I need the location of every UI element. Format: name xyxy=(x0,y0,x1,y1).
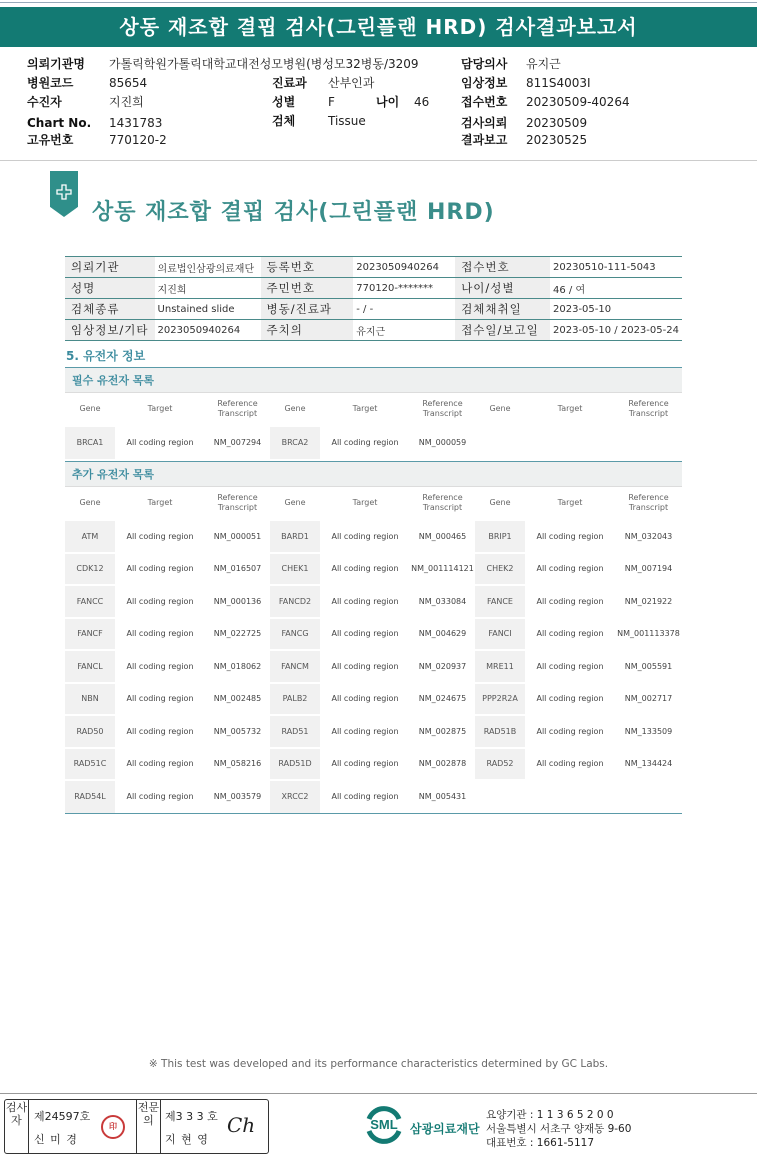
hospital-code-label: 병원코드 xyxy=(27,76,74,90)
col-header-target: Target xyxy=(115,487,205,520)
gene-target: All coding region xyxy=(525,748,615,781)
col-header-reference-transcript xyxy=(205,487,270,520)
unique-no-label: 고유번호 xyxy=(27,133,74,147)
info-value: 20230510-111-5043 xyxy=(550,257,682,278)
gene-target: All coding region xyxy=(525,585,615,618)
signature-box xyxy=(4,1099,269,1154)
gene-target: All coding region xyxy=(115,553,205,586)
info-row xyxy=(65,278,682,299)
col-header-gene: Gene xyxy=(65,393,115,426)
gene-name: BRCA2 xyxy=(270,426,320,459)
col-header-ref-line1: Reference xyxy=(422,399,463,408)
gene-transcript: NM_003579 xyxy=(205,780,270,813)
gene-target: All coding region xyxy=(525,520,615,553)
additional-genes-header: 추가 유전자 목록 xyxy=(65,461,682,487)
hospital-code-value: 85654 xyxy=(109,76,148,90)
info-label: 병동/진료과 xyxy=(261,299,354,320)
gene-row xyxy=(65,553,682,586)
gene-name: FANCF xyxy=(65,618,115,651)
column-header-row xyxy=(65,393,682,426)
gene-transcript: NM_005732 xyxy=(205,715,270,748)
info-label: 검체종류 xyxy=(65,299,155,320)
gene-transcript: NM_007294 xyxy=(205,426,270,459)
info-label: 의뢰기관 xyxy=(65,257,155,278)
gene-row xyxy=(65,748,682,781)
lab-name: 삼광의료재단 xyxy=(410,1122,480,1136)
col-header-ref-line1: Reference xyxy=(422,493,463,502)
age-label: 나이 xyxy=(376,95,400,109)
specimen-value: Tissue xyxy=(328,114,366,128)
gene-transcript: NM_018062 xyxy=(205,650,270,683)
gene-target: All coding region xyxy=(525,553,615,586)
gene-target: All coding region xyxy=(320,618,410,651)
gene-transcript: NM_000059 xyxy=(410,426,475,459)
gene-name: BRCA1 xyxy=(65,426,115,459)
gene-name: RAD54L xyxy=(65,780,115,813)
info-row xyxy=(65,299,682,320)
gene-target: All coding region xyxy=(525,715,615,748)
gene-transcript xyxy=(615,426,682,459)
gene-transcript: NM_001113378 xyxy=(615,618,682,651)
col-header-ref-line2: Transcript xyxy=(628,409,669,418)
lab-address: 서울특별시 서초구 양재동 9-60 xyxy=(486,1123,632,1135)
col-header-gene: Gene xyxy=(65,487,115,520)
gene-target: All coding region xyxy=(320,426,410,459)
col-header-reference-transcript xyxy=(615,487,682,520)
doctor-label: 담당의사 xyxy=(461,57,508,71)
gene-name: CHEK1 xyxy=(270,553,320,586)
footnote: ※ This test was developed and its performance characteristics determined by GC Labs. xyxy=(148,1058,609,1070)
info-value: Unstained slide xyxy=(155,299,261,320)
gene-transcript: NM_001114121 xyxy=(410,553,475,586)
gene-target: All coding region xyxy=(115,650,205,683)
required-genes-table xyxy=(65,393,682,459)
col-header-target: Target xyxy=(320,393,410,426)
gene-transcript: NM_000136 xyxy=(205,585,270,618)
gene-name: RAD51 xyxy=(270,715,320,748)
gene-transcript: NM_005591 xyxy=(615,650,682,683)
gene-transcript: NM_007194 xyxy=(615,553,682,586)
institution-value: 가톨릭학원가톨릭대학교대전성모병원(병성모32병동/3209 xyxy=(109,57,419,71)
examiner-license: 제24597호 xyxy=(34,1110,91,1123)
gene-name: FANCI xyxy=(475,618,525,651)
gene-target: All coding region xyxy=(320,650,410,683)
column-header-row xyxy=(65,487,682,520)
gene-name: NBN xyxy=(65,683,115,716)
col-header-reference-transcript xyxy=(615,393,682,426)
gene-transcript: NM_134424 xyxy=(615,748,682,781)
header-separator xyxy=(0,160,757,161)
report-title: 상동 재조합 결핍 검사(그린플랜 HRD) 검사결과보고서 xyxy=(0,7,757,47)
gene-transcript xyxy=(615,780,682,813)
col-header-ref-line2: Transcript xyxy=(422,409,463,418)
patient-info-table xyxy=(65,256,682,341)
gene-transcript: NM_002485 xyxy=(205,683,270,716)
additional-genes-table xyxy=(65,487,682,813)
gene-target: All coding region xyxy=(320,520,410,553)
gene-transcript: NM_058216 xyxy=(205,748,270,781)
gene-row xyxy=(65,585,682,618)
department-label: 진료과 xyxy=(272,76,307,90)
gene-target: All coding region xyxy=(525,650,615,683)
col-header-target: Target xyxy=(320,487,410,520)
info-label: 접수번호 xyxy=(455,257,550,278)
gene-transcript: NM_000465 xyxy=(410,520,475,553)
examiner-label: 검사자 xyxy=(5,1100,29,1153)
info-value: 2023050940264 xyxy=(155,320,261,341)
gene-name: RAD51B xyxy=(475,715,525,748)
doctor-value: 유지근 xyxy=(526,57,561,71)
patient-label: 수진자 xyxy=(27,95,62,109)
col-header-target: Target xyxy=(525,487,615,520)
gene-transcript: NM_133509 xyxy=(615,715,682,748)
section-title: 상동 재조합 결핍 검사(그린플랜 HRD) xyxy=(92,200,495,225)
sex-value: F xyxy=(328,95,335,109)
gene-target: All coding region xyxy=(320,748,410,781)
gene-transcript: NM_016507 xyxy=(205,553,270,586)
gene-row xyxy=(65,426,682,459)
receipt-no-label: 접수번호 xyxy=(461,95,508,109)
lab-care-code: 요양기관 : 1 1 3 6 5 2 0 0 xyxy=(486,1109,614,1121)
unique-no-value: 770120-2 xyxy=(109,133,167,147)
gene-transcript: NM_002875 xyxy=(410,715,475,748)
gene-row xyxy=(65,715,682,748)
info-value: 2023050940264 xyxy=(353,257,455,278)
col-header-ref-line1: Reference xyxy=(217,399,258,408)
gene-name: BARD1 xyxy=(270,520,320,553)
col-header-gene: Gene xyxy=(475,393,525,426)
gene-transcript: NM_005431 xyxy=(410,780,475,813)
gene-name: FANCD2 xyxy=(270,585,320,618)
info-label: 임상정보/기타 xyxy=(65,320,155,341)
institution-label: 의뢰기관명 xyxy=(27,57,85,71)
section-badge-icon xyxy=(50,171,78,217)
info-label: 주치의 xyxy=(261,320,354,341)
info-label: 검체채취일 xyxy=(455,299,550,320)
specialist-name: 지 현 영 xyxy=(165,1133,209,1146)
report-date-value: 20230525 xyxy=(526,133,588,147)
top-border xyxy=(0,2,757,3)
info-value: 지진희 xyxy=(155,278,261,299)
info-value: 2023-05-10 xyxy=(550,299,682,320)
gene-name: ATM xyxy=(65,520,115,553)
gene-name: FANCC xyxy=(65,585,115,618)
col-header-ref-line2: Transcript xyxy=(217,503,258,512)
col-header-target: Target xyxy=(115,393,205,426)
gene-transcript: NM_021922 xyxy=(615,585,682,618)
gene-name: BRIP1 xyxy=(475,520,525,553)
gene-target xyxy=(525,780,615,813)
gene-name xyxy=(475,780,525,813)
gene-transcript: NM_020937 xyxy=(410,650,475,683)
gene-name: PALB2 xyxy=(270,683,320,716)
required-genes-header: 필수 유전자 목록 xyxy=(65,367,682,393)
col-header-gene: Gene xyxy=(270,393,320,426)
col-header-ref-line1: Reference xyxy=(217,493,258,502)
gene-name: FANCM xyxy=(270,650,320,683)
gene-transcript: NM_022725 xyxy=(205,618,270,651)
lab-phone: 대표번호 : 1661-5117 xyxy=(486,1137,595,1149)
info-label: 접수일/보고일 xyxy=(455,320,550,341)
info-label: 등록번호 xyxy=(261,257,354,278)
gene-transcript: NM_002717 xyxy=(615,683,682,716)
info-value: 46 / 여 xyxy=(550,278,682,299)
info-value: 의료법인삼광의료재단 xyxy=(155,257,261,278)
gene-name: RAD51C xyxy=(65,748,115,781)
col-header-reference-transcript xyxy=(410,393,475,426)
specimen-label: 검체 xyxy=(272,114,296,128)
info-value: 770120-******* xyxy=(353,278,455,299)
gene-target: All coding region xyxy=(320,715,410,748)
report-date-label: 결과보고 xyxy=(461,133,508,147)
col-header-reference-transcript xyxy=(205,393,270,426)
col-header-gene: Gene xyxy=(270,487,320,520)
gene-name: RAD51D xyxy=(270,748,320,781)
info-value: - / - xyxy=(353,299,455,320)
gene-target xyxy=(525,426,615,459)
gene-transcript: NM_002878 xyxy=(410,748,475,781)
col-header-ref-line1: Reference xyxy=(628,493,669,502)
gene-name: CHEK2 xyxy=(475,553,525,586)
sml-logo-icon xyxy=(365,1105,403,1145)
request-date-label: 검사의뢰 xyxy=(461,116,508,130)
gene-info-title: 5. 유전자 정보 xyxy=(66,349,146,363)
gene-target: All coding region xyxy=(115,585,205,618)
gene-name: FANCG xyxy=(270,618,320,651)
specialist-signature: Ch xyxy=(227,1113,256,1137)
gene-row xyxy=(65,650,682,683)
specialist-license: 제3 3 3 호 xyxy=(165,1110,218,1123)
info-label: 나이/성별 xyxy=(455,278,550,299)
gene-target: All coding region xyxy=(115,520,205,553)
gene-row xyxy=(65,780,682,813)
patient-value: 지진희 xyxy=(109,95,144,109)
info-value: 유지근 xyxy=(353,320,455,341)
gene-transcript: NM_032043 xyxy=(615,520,682,553)
table-bottom-border xyxy=(65,813,682,814)
gene-target: All coding region xyxy=(115,426,205,459)
gene-target: All coding region xyxy=(525,683,615,716)
gene-name: CDK12 xyxy=(65,553,115,586)
sex-label: 성별 xyxy=(272,95,296,109)
gene-target: All coding region xyxy=(115,683,205,716)
gene-target: All coding region xyxy=(115,618,205,651)
clinical-info-label: 임상정보 xyxy=(461,76,508,90)
col-header-ref-line1: Reference xyxy=(628,399,669,408)
department-value: 산부인과 xyxy=(328,76,375,90)
gene-transcript: NM_024675 xyxy=(410,683,475,716)
gene-transcript: NM_033084 xyxy=(410,585,475,618)
gene-transcript: NM_000051 xyxy=(205,520,270,553)
info-label: 주민번호 xyxy=(261,278,354,299)
gene-transcript: NM_004629 xyxy=(410,618,475,651)
clinical-info-value: 811S4003I xyxy=(526,76,591,90)
sml-logo-text: SML xyxy=(370,1117,398,1132)
col-header-ref-line2: Transcript xyxy=(628,503,669,512)
info-label: 성명 xyxy=(65,278,155,299)
age-value: 46 xyxy=(414,95,430,109)
gene-target: All coding region xyxy=(320,780,410,813)
gene-target: All coding region xyxy=(115,780,205,813)
gene-name: MRE11 xyxy=(475,650,525,683)
gene-name: RAD50 xyxy=(65,715,115,748)
col-header-ref-line2: Transcript xyxy=(217,409,258,418)
receipt-no-value: 20230509-40264 xyxy=(526,95,630,109)
gene-target: All coding region xyxy=(320,683,410,716)
col-header-gene: Gene xyxy=(475,487,525,520)
gene-row xyxy=(65,520,682,553)
col-header-reference-transcript xyxy=(410,487,475,520)
gene-target: All coding region xyxy=(320,585,410,618)
footer-separator xyxy=(0,1093,757,1094)
gene-target: All coding region xyxy=(115,715,205,748)
gene-target: All coding region xyxy=(320,553,410,586)
specialist-label: 전문의 xyxy=(137,1100,161,1153)
examiner-stamp: 印 xyxy=(101,1115,125,1139)
chart-no-value: 1431783 xyxy=(109,116,163,130)
gene-name xyxy=(475,426,525,459)
col-header-target: Target xyxy=(525,393,615,426)
examiner-name: 신 미 경 xyxy=(34,1133,78,1146)
gene-target: All coding region xyxy=(115,748,205,781)
gene-name: RAD52 xyxy=(475,748,525,781)
gene-row xyxy=(65,683,682,716)
gene-row xyxy=(65,618,682,651)
info-row xyxy=(65,257,682,278)
gene-target: All coding region xyxy=(525,618,615,651)
request-date-value: 20230509 xyxy=(526,116,588,130)
chart-no-label: Chart No. xyxy=(27,116,92,130)
info-row xyxy=(65,320,682,341)
col-header-ref-line2: Transcript xyxy=(422,503,463,512)
gene-name: PPP2R2A xyxy=(475,683,525,716)
info-value: 2023-05-10 / 2023-05-24 xyxy=(550,320,682,341)
gene-name: FANCE xyxy=(475,585,525,618)
gene-name: XRCC2 xyxy=(270,780,320,813)
plus-icon xyxy=(56,184,72,200)
gene-name: FANCL xyxy=(65,650,115,683)
